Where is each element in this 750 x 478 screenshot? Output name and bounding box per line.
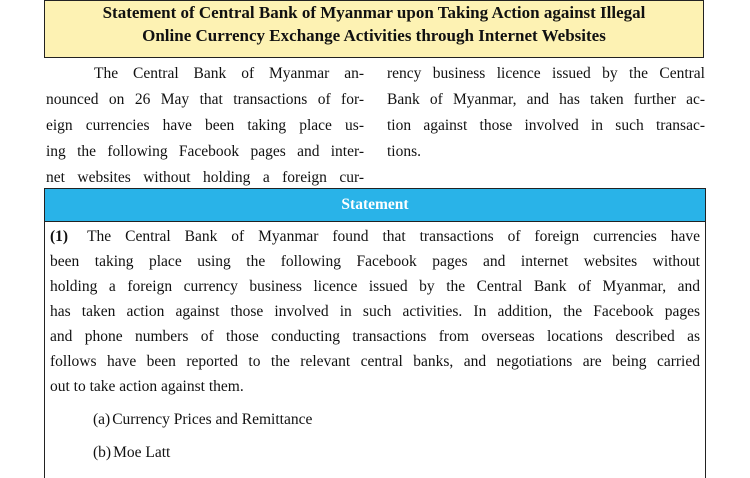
intro-line: tion against those involved in such transac- bbox=[387, 117, 705, 134]
intro-column-left bbox=[46, 61, 364, 191]
title-line-2: Online Currency Exchange Activities through Internet Websites bbox=[142, 26, 606, 45]
intro-line: nounced on 26 May that transactions of for- bbox=[46, 91, 364, 108]
intro-line: net websites without holding a foreign cur- bbox=[46, 169, 364, 186]
intro-line: ing the following Facebook pages and inter- bbox=[46, 143, 364, 160]
statement-line: has taken action against those involved in such activities. In addition, the Facebook pages bbox=[50, 303, 700, 320]
statement-line: follows have been reported to the relevant central banks, and negotiations are being carried bbox=[50, 353, 700, 370]
intro-column-right bbox=[387, 61, 705, 165]
list-item-label: (a) bbox=[93, 411, 111, 428]
intro-line: tions. bbox=[387, 143, 422, 160]
list-item-label: (b) bbox=[93, 444, 112, 461]
statement-line: been taking place using the following Facebook pages and internet websites without bbox=[50, 253, 700, 270]
title-line-1: Statement of Central Bank of Myanmar upon Taking Action against Illegal bbox=[102, 3, 646, 22]
statement-line: holding a foreign currency business licence issued by the Central Bank of Myanmar, and bbox=[50, 278, 700, 295]
intro-line: eign currencies have been taking place us- bbox=[46, 117, 364, 134]
statement-header: Statement bbox=[45, 189, 705, 222]
statement-body bbox=[45, 222, 705, 465]
article-title bbox=[44, 0, 704, 58]
list-item-text: Moe Latt bbox=[113, 444, 171, 461]
intro-line: Bank of Myanmar, and has taken further ac- bbox=[387, 91, 705, 108]
statement-box bbox=[44, 188, 706, 478]
statement-line: out to take action against them. bbox=[50, 378, 244, 395]
list-item-text: Currency Prices and Remittance bbox=[112, 411, 313, 428]
statement-line bbox=[50, 224, 700, 249]
statement-line-text: The Central Bank of Myanmar found that transactions of foreign currencies have bbox=[87, 228, 700, 245]
list-item bbox=[50, 440, 700, 465]
intro-line: rency business licence issued by the Central bbox=[387, 65, 705, 82]
statement-line: and phone numbers of those conducting transactions from overseas locations described as bbox=[50, 328, 700, 345]
intro-paragraph-continued bbox=[387, 61, 705, 165]
intro-line: The Central Bank of Myanmar an- bbox=[94, 65, 364, 82]
list-item bbox=[50, 407, 700, 432]
intro-paragraph bbox=[46, 61, 364, 191]
paragraph-number: (1) bbox=[50, 228, 69, 245]
